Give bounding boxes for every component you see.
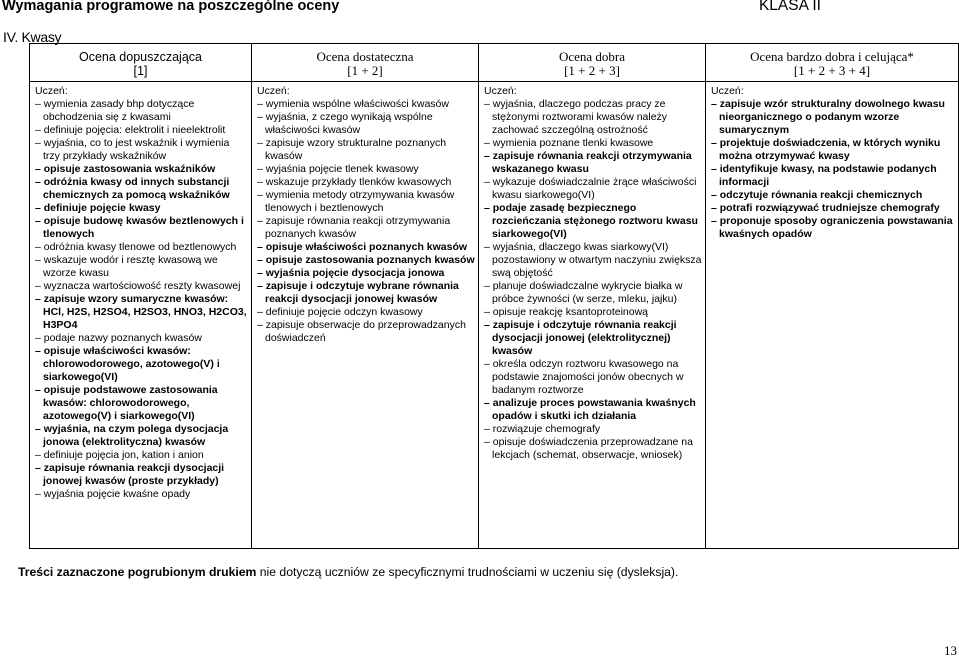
requirements-list <box>711 98 956 241</box>
requirement-item: – identyfikuje kwasy, na podstawie podanych informacji <box>711 163 937 188</box>
grade-name: Ocena dostateczna <box>316 49 414 64</box>
footnote-rest: nie dotyczą uczniów ze specyficznymi trudnościami w uczeniu się (dysleksja). <box>256 565 679 579</box>
requirement-item: – opisuje doświadczenia przeprowadzane na lekcjach (schemat, obserwacje, wniosek) <box>484 436 693 461</box>
column-grade-1 <box>29 44 251 549</box>
column-body <box>479 82 705 462</box>
page-number: 13 <box>944 643 957 658</box>
requirement-item: – zapisuje i odczytuje równania reakcji dysocjacji jonowej (elektrolitycznej) kwasów <box>484 319 677 357</box>
column-grade-3 <box>478 44 705 549</box>
section-title: IV. Kwasy <box>3 29 62 45</box>
column-grade-4 <box>705 44 959 549</box>
requirements-list <box>257 98 476 345</box>
requirement-item: – definiuje pojęcie odczyn kwasowy <box>257 306 423 318</box>
requirement-item: – wyjaśnia pojęcie dysocjacja jonowa <box>257 267 445 279</box>
grade-name: Ocena dobra <box>558 49 626 64</box>
requirement-item: – zapisuje równania reakcji otrzymywania poznanych kwasów <box>257 215 451 240</box>
requirement-item: – wyjaśnia pojęcie tlenek kwasowy <box>257 163 419 175</box>
requirement-item: – zapisuje wzory sumaryczne kwasów: HCl, H2S, H2SO4, H2SO3, HNO3, H2CO3, H3PO4 <box>35 293 247 331</box>
requirement-item: – opisuje budowę kwasów beztlenowych i tlenowych <box>35 215 244 240</box>
requirement-item: – zapisuje równania reakcji dysocjacji jonowej kwasów (proste przykłady) <box>35 462 225 487</box>
column-header <box>30 44 251 82</box>
requirements-list <box>35 98 249 501</box>
requirement-item: – opisuje zastosowania wskaźników <box>35 163 216 175</box>
requirement-item: – wyjaśnia, co to jest wskaźnik i wymienia trzy przykłady wskaźników <box>35 137 230 162</box>
requirement-item: – odróżnia kwasy tlenowe od beztlenowych <box>35 241 237 253</box>
column-body <box>706 82 958 241</box>
requirement-item: – wymienia zasady bhp dotyczące obchodzenia się z kwasami <box>35 98 195 123</box>
requirement-item: – odróżnia kwasy od innych substancji chemicznych za pomocą wskaźników <box>35 176 230 201</box>
column-header <box>706 44 958 82</box>
requirement-item: – wskazuje przykłady tlenków kwasowych <box>257 176 452 188</box>
column-grade-2 <box>251 44 478 549</box>
requirement-item: – projektuje doświadczenia, w których wyniku można otrzymywać kwasy <box>711 137 941 162</box>
requirement-item: – odczytuje równania reakcji chemicznych <box>711 189 923 201</box>
requirement-item: – podaje nazwy poznanych kwasów <box>35 332 202 344</box>
requirement-item: – wykazuje doświadczalnie żrące właściwości kwasu siarkowego(VI) <box>484 176 697 201</box>
student-label: Uczeń: <box>484 85 517 97</box>
requirement-item: – wymienia poznane tlenki kwasowe <box>484 137 654 149</box>
requirement-item: – rozwiązuje chemografy <box>484 423 601 435</box>
requirement-item: – analizuje proces powstawania kwaśnych opadów i skutki ich działania <box>484 397 696 422</box>
grade-points: [1] <box>133 64 148 78</box>
grade-name: Ocena dopuszczająca <box>79 50 202 64</box>
footnote-bold: Treści zaznaczone pogrubionym drukiem <box>18 565 257 579</box>
footnote <box>18 565 678 579</box>
requirements-table <box>29 43 959 549</box>
requirement-item: – wymienia wspólne właściwości kwasów <box>257 98 449 110</box>
student-label: Uczeń: <box>35 85 68 97</box>
column-body <box>252 82 478 345</box>
requirement-item: – określa odczyn roztworu kwasowego na podstawie znajomości jonów obecnych w badanym roztworze <box>484 358 684 396</box>
page-header <box>0 0 959 30</box>
requirement-item: – wyznacza wartościowość reszty kwasowej <box>35 280 241 292</box>
column-header <box>252 44 478 82</box>
grade-points: [1 + 2] <box>347 63 383 78</box>
requirement-item: – zapisuje wzór strukturalny dowolnego kwasu nieorganicznego o podanym wzorze sumarycznym <box>711 98 945 136</box>
requirement-item: – definiuje pojęcie kwasy <box>35 202 161 214</box>
column-body <box>30 82 251 501</box>
requirement-item: – definiuje pojęcia: elektrolit i nieelektrolit <box>35 124 226 136</box>
grade-points: [1 + 2 + 3 + 4] <box>793 63 871 78</box>
grade-points: [1 + 2 + 3] <box>564 63 620 78</box>
requirement-item: – wyjaśnia, dlaczego podczas pracy ze stężonymi roztworami kwasów należy zachować szczególną ostrożność <box>484 98 668 136</box>
student-label: Uczeń: <box>257 85 290 97</box>
requirement-item: – zapisuje równania reakcji otrzymywania wskazanego kwasu <box>484 150 692 175</box>
requirement-item: – opisuje zastosowania poznanych kwasów <box>257 254 475 266</box>
requirement-item: – wskazuje wodór i resztę kwasową we wzorze kwasu <box>35 254 218 279</box>
requirement-item: – planuje doświadczalne wykrycie białka w próbce żywności (w serze, mleku, jajku) <box>484 280 683 305</box>
requirement-item: – opisuje reakcję ksantoproteinową <box>484 306 649 318</box>
column-header <box>479 44 705 82</box>
requirement-item: – zapisuje wzory strukturalne poznanych kwasów <box>257 137 447 162</box>
table-bottom-border <box>29 548 959 549</box>
document-title: Wymagania programowe na poszczególne oceny <box>2 0 340 14</box>
requirement-item: – wyjaśnia, z czego wynikają wspólne właściwości kwasów <box>257 111 433 136</box>
requirement-item: – opisuje właściwości kwasów: chlorowodorowego, azotowego(V) i siarkowego(VI) <box>35 345 220 383</box>
requirement-item: – opisuje właściwości poznanych kwasów <box>257 241 468 253</box>
requirement-item: – zapisuje i odczytuje wybrane równania reakcji dysocjacji jonowej kwasów <box>257 280 459 305</box>
requirements-list <box>484 98 703 462</box>
requirement-item: – opisuje podstawowe zastosowania kwasów: chlorowodorowego, azotowego(V) i siarkowego(VI) <box>35 384 218 422</box>
requirement-item: – wymienia metody otrzymywania kwasów tlenowych i beztlenowych <box>257 189 455 214</box>
grade-name: Ocena bardzo dobra i celująca* <box>750 49 914 64</box>
requirement-item: – podaje zasadę bezpiecznego rozcieńczania stężonego roztworu kwasu siarkowego(VI) <box>484 202 698 240</box>
requirement-item: – wyjaśnia pojęcie kwaśne opady <box>35 488 191 500</box>
requirement-item: – zapisuje obserwacje do przeprowadzanych doświadczeń <box>257 319 466 344</box>
requirement-item: – potrafi rozwiązywać trudniejsze chemografy <box>711 202 940 214</box>
requirement-item: – wyjaśnia, na czym polega dysocjacja jonowa (elektrolityczna) kwasów <box>35 423 229 448</box>
student-label: Uczeń: <box>711 85 744 97</box>
class-label: KLASA II <box>758 0 821 14</box>
requirement-item: – definiuje pojęcia jon, kation i anion <box>35 449 204 461</box>
requirement-item: – wyjaśnia, dlaczego kwas siarkowy(VI) pozostawiony w otwartym naczyniu zwiększa swą objętość <box>484 241 702 279</box>
requirement-item: – proponuje sposoby ograniczenia powstawania kwaśnych opadów <box>711 215 953 240</box>
